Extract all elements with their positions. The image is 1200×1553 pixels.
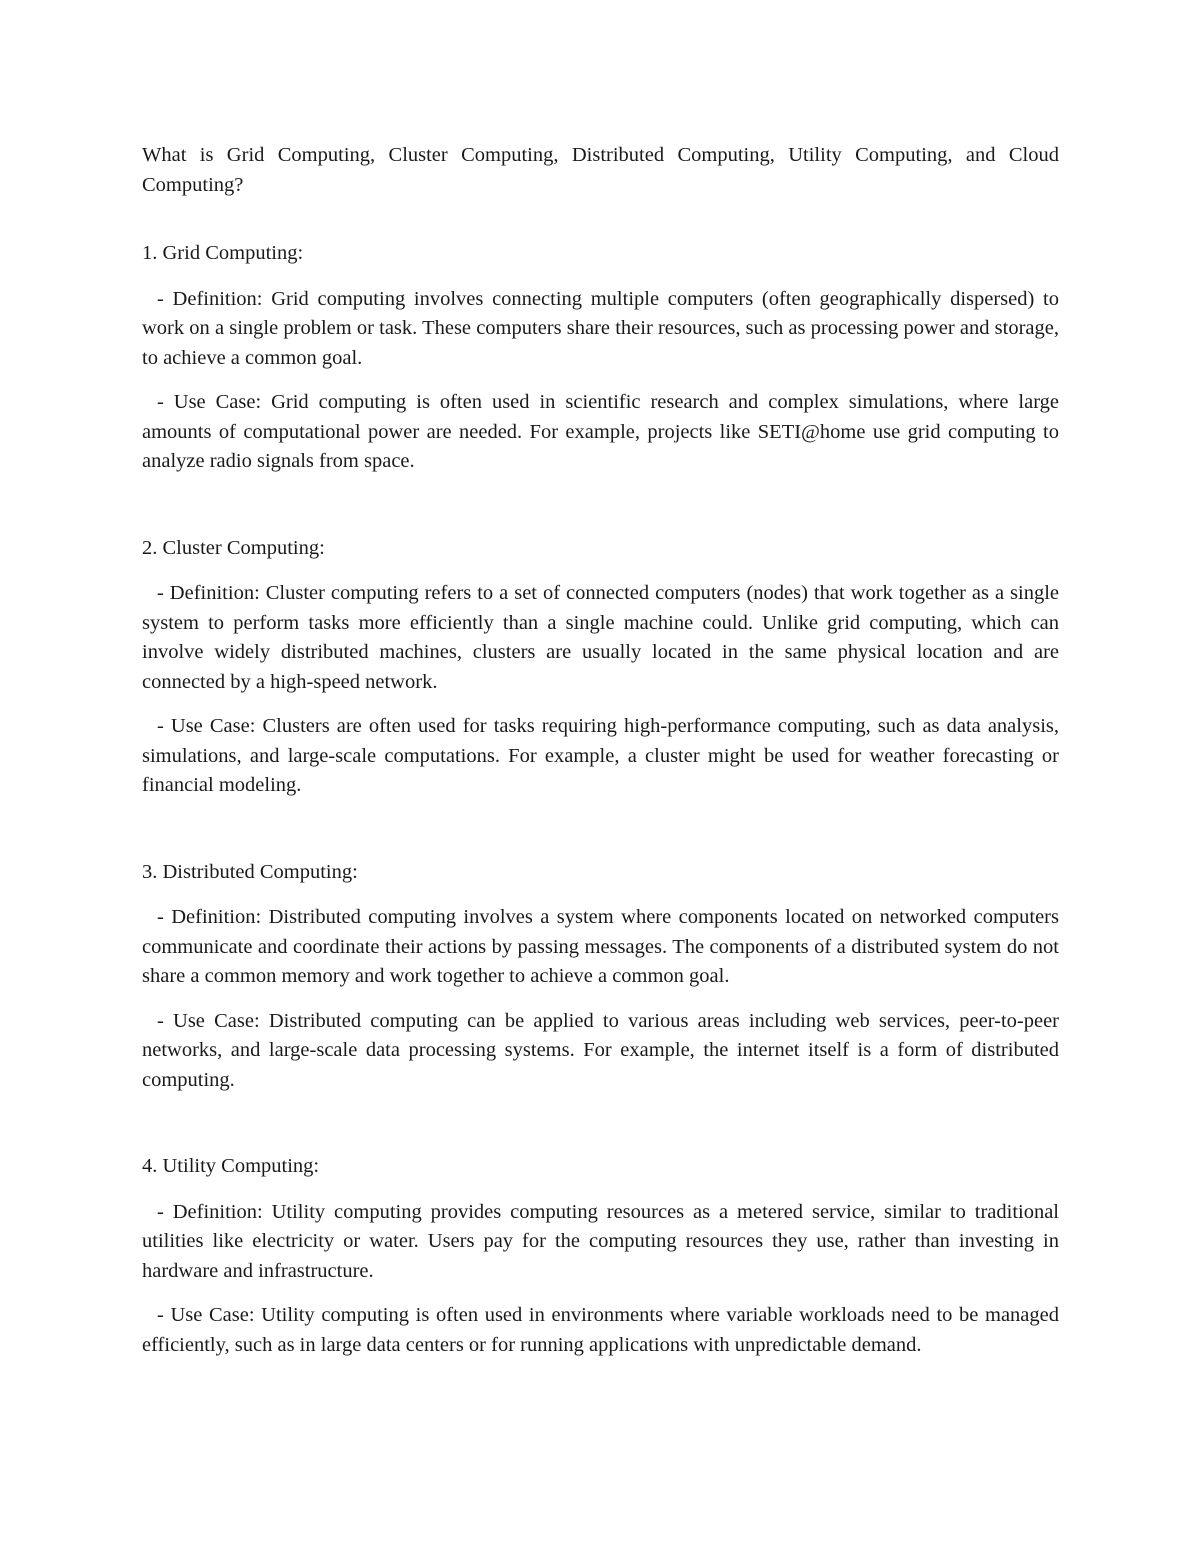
document-page [142,141,1059,1375]
document-title: What is Grid Computing, Cluster Computing, Distributed Computing, Utility Computing, and Cloud Computing? [142,144,1059,196]
use-case-paragraph: - Use Case: Clusters are often used for tasks requiring high-performance computing, such as data analysis, simulations, and large-scale computations. For example, a cluster might be used for weather forecasting or financial modeling. [142,715,1059,796]
section-utility-computing [142,1152,1059,1360]
definition-paragraph: - Definition: Utility computing provides computing resources as a metered service, similar to traditional utilities like electricity or water. Users pay for the computing resources they use, rather than investing in hardware and infrastructure. [142,1200,1059,1282]
section-heading: 2. Cluster Computing: [142,536,325,559]
section-distributed-computing [142,858,1059,1096]
section-cluster-computing [142,534,1059,801]
use-case-paragraph: - Use Case: Grid computing is often used in scientific research and complex simulations, where large amounts of computational power are needed. For example, projects like SETI@home use grid computing to analyze radio signals from space. [142,391,1059,472]
definition-paragraph: - Definition: Cluster computing refers to a set of connected computers (nodes) that work together as a single system to perform tasks more efficiently than a single machine could. Unlike grid computing, which can involve widely distributed machines, clusters are usually located in the same physical location and are connected by a high-speed network. [142,582,1059,693]
use-case-paragraph: - Use Case: Utility computing is often used in environments where variable workloads need to be managed efficiently, such as in large data centers or for running applications with unpredictable demand. [142,1304,1059,1356]
definition-paragraph: - Definition: Grid computing involves connecting multiple computers (often geographically dispersed) to work on a single problem or task. These computers share their resources, such as processing power and storage, to achieve a common goal. [142,287,1059,369]
section-grid-computing [142,239,1059,477]
section-heading: 3. Distributed Computing: [142,860,358,883]
use-case-paragraph: - Use Case: Distributed computing can be applied to various areas including web services, peer-to-peer networks, and large-scale data processing systems. For example, the internet itself is a form of distributed computing. [142,1009,1059,1091]
section-heading: 1. Grid Computing: [142,242,304,264]
section-heading: 4. Utility Computing: [142,1155,320,1177]
definition-paragraph: - Definition: Distributed computing involves a system where components located on networked computers communicate and coordinate their actions by passing messages. The components of a distributed system do not share a common memory and work together to achieve a common goal. [142,906,1059,987]
